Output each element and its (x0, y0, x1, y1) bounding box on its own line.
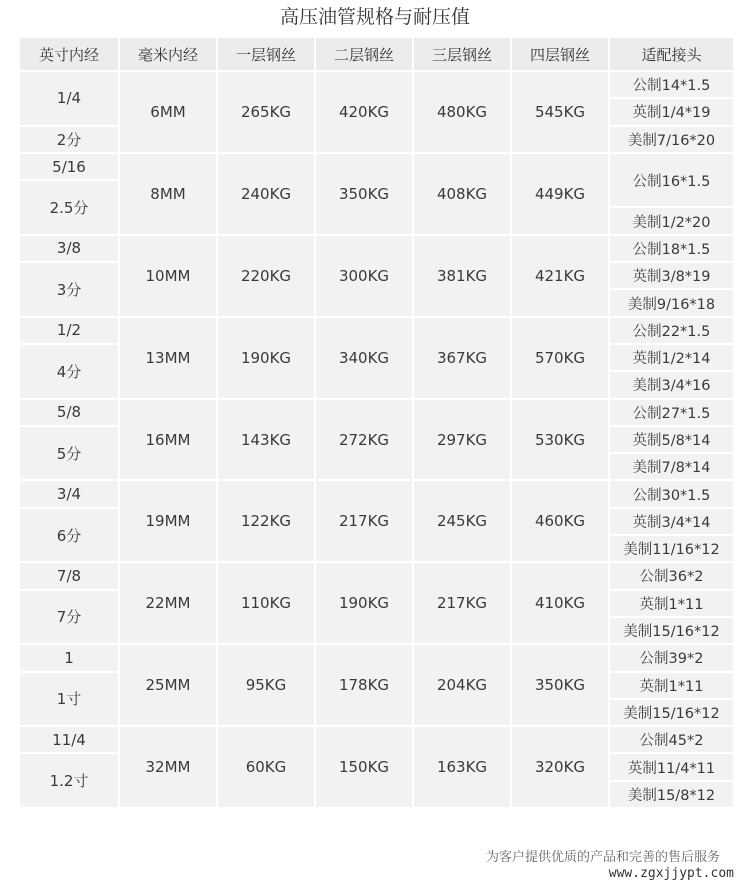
fitting: 英制11/4*11 (609, 753, 734, 780)
inch-size: 11/4 (19, 726, 119, 753)
mm-size: 13MM (119, 317, 217, 399)
layer1-pressure: 190KG (217, 317, 315, 399)
layer1-pressure: 95KG (217, 644, 315, 726)
inch-size: 3/4 (19, 480, 119, 507)
header-cell: 英寸内经 (19, 37, 119, 71)
mm-size: 10MM (119, 235, 217, 317)
layer2-pressure: 190KG (315, 562, 413, 644)
table-row (19, 235, 734, 262)
header-cell: 毫米内经 (119, 37, 217, 71)
layer1-pressure: 122KG (217, 480, 315, 562)
inch-size: 1/2 (19, 317, 119, 344)
fitting: 公制45*2 (609, 726, 734, 753)
inch-size: 1 (19, 644, 119, 671)
fen-size: 3分 (19, 262, 119, 317)
inch-size: 5/16 (19, 153, 119, 180)
fitting: 美制15/16*12 (609, 699, 734, 726)
fitting: 美制15/8*12 (609, 781, 734, 808)
layer1-pressure: 265KG (217, 71, 315, 153)
layer1-pressure: 143KG (217, 399, 315, 481)
mm-size: 25MM (119, 644, 217, 726)
mm-size: 16MM (119, 399, 217, 481)
table-row (19, 399, 734, 426)
fitting: 英制3/4*14 (609, 508, 734, 535)
fitting: 公制30*1.5 (609, 480, 734, 507)
table-row (19, 153, 734, 180)
fen-size: 7分 (19, 590, 119, 645)
fitting: 美制7/16*20 (609, 126, 734, 153)
fitting: 英制1*11 (609, 590, 734, 617)
layer3-pressure: 204KG (413, 644, 511, 726)
header-cell: 二层钢丝 (315, 37, 413, 71)
fen-size: 1寸 (19, 672, 119, 727)
fitting: 美制3/4*16 (609, 371, 734, 398)
layer2-pressure: 217KG (315, 480, 413, 562)
fitting: 公制16*1.5 (609, 153, 734, 208)
layer4-pressure: 350KG (511, 644, 609, 726)
layer2-pressure: 178KG (315, 644, 413, 726)
layer2-pressure: 272KG (315, 399, 413, 481)
layer3-pressure: 217KG (413, 562, 511, 644)
fitting: 美制1/2*20 (609, 207, 734, 234)
inch-size: 3/8 (19, 235, 119, 262)
mm-size: 8MM (119, 153, 217, 235)
fitting: 美制7/8*14 (609, 453, 734, 480)
fitting: 英制3/8*19 (609, 262, 734, 289)
inch-size: 7/8 (19, 562, 119, 589)
table-row (19, 644, 734, 671)
layer4-pressure: 410KG (511, 562, 609, 644)
layer1-pressure: 60KG (217, 726, 315, 808)
layer1-pressure: 220KG (217, 235, 315, 317)
fen-size: 4分 (19, 344, 119, 399)
fitting: 公制18*1.5 (609, 235, 734, 262)
inch-size: 5/8 (19, 399, 119, 426)
spec-table (18, 36, 735, 809)
layer1-pressure: 110KG (217, 562, 315, 644)
layer3-pressure: 367KG (413, 317, 511, 399)
fen-size: 2分 (19, 126, 119, 153)
fitting: 公制14*1.5 (609, 71, 734, 98)
layer2-pressure: 340KG (315, 317, 413, 399)
header-cell: 三层钢丝 (413, 37, 511, 71)
table-row (19, 480, 734, 507)
header-row (19, 37, 734, 71)
fitting: 英制1/2*14 (609, 344, 734, 371)
layer4-pressure: 320KG (511, 726, 609, 808)
layer4-pressure: 545KG (511, 71, 609, 153)
table-row (19, 71, 734, 98)
header-cell: 四层钢丝 (511, 37, 609, 71)
table-row (19, 562, 734, 589)
table-row (19, 317, 734, 344)
layer1-pressure: 240KG (217, 153, 315, 235)
layer2-pressure: 420KG (315, 71, 413, 153)
fen-size: 1.2寸 (19, 753, 119, 808)
inch-size: 1/4 (19, 71, 119, 126)
mm-size: 22MM (119, 562, 217, 644)
fitting: 美制15/16*12 (609, 617, 734, 644)
layer2-pressure: 150KG (315, 726, 413, 808)
mm-size: 6MM (119, 71, 217, 153)
fitting: 英制5/8*14 (609, 426, 734, 453)
layer3-pressure: 381KG (413, 235, 511, 317)
layer3-pressure: 245KG (413, 480, 511, 562)
layer2-pressure: 350KG (315, 153, 413, 235)
layer3-pressure: 163KG (413, 726, 511, 808)
fitting: 美制11/16*12 (609, 535, 734, 562)
layer4-pressure: 449KG (511, 153, 609, 235)
footer-slogan: 为客户提供优质的产品和完善的售后服务 (485, 850, 720, 865)
watermark: www.zgxjjypt.com (608, 866, 734, 881)
fitting: 公制22*1.5 (609, 317, 734, 344)
layer4-pressure: 570KG (511, 317, 609, 399)
fitting: 英制1/4*19 (609, 98, 734, 125)
fitting: 公制39*2 (609, 644, 734, 671)
table-row (19, 726, 734, 753)
header-cell: 适配接头 (609, 37, 734, 71)
layer3-pressure: 480KG (413, 71, 511, 153)
layer4-pressure: 460KG (511, 480, 609, 562)
fen-size: 2.5分 (19, 180, 119, 235)
layer3-pressure: 297KG (413, 399, 511, 481)
fen-size: 5分 (19, 426, 119, 481)
fitting: 公制27*1.5 (609, 399, 734, 426)
fitting: 公制36*2 (609, 562, 734, 589)
header-cell: 一层钢丝 (217, 37, 315, 71)
layer4-pressure: 421KG (511, 235, 609, 317)
fitting: 英制1*11 (609, 672, 734, 699)
fitting: 美制9/16*18 (609, 289, 734, 316)
mm-size: 19MM (119, 480, 217, 562)
layer4-pressure: 530KG (511, 399, 609, 481)
fen-size: 6分 (19, 508, 119, 563)
layer3-pressure: 408KG (413, 153, 511, 235)
mm-size: 32MM (119, 726, 217, 808)
page-title: 高压油管规格与耐压值 (279, 6, 470, 28)
layer2-pressure: 300KG (315, 235, 413, 317)
